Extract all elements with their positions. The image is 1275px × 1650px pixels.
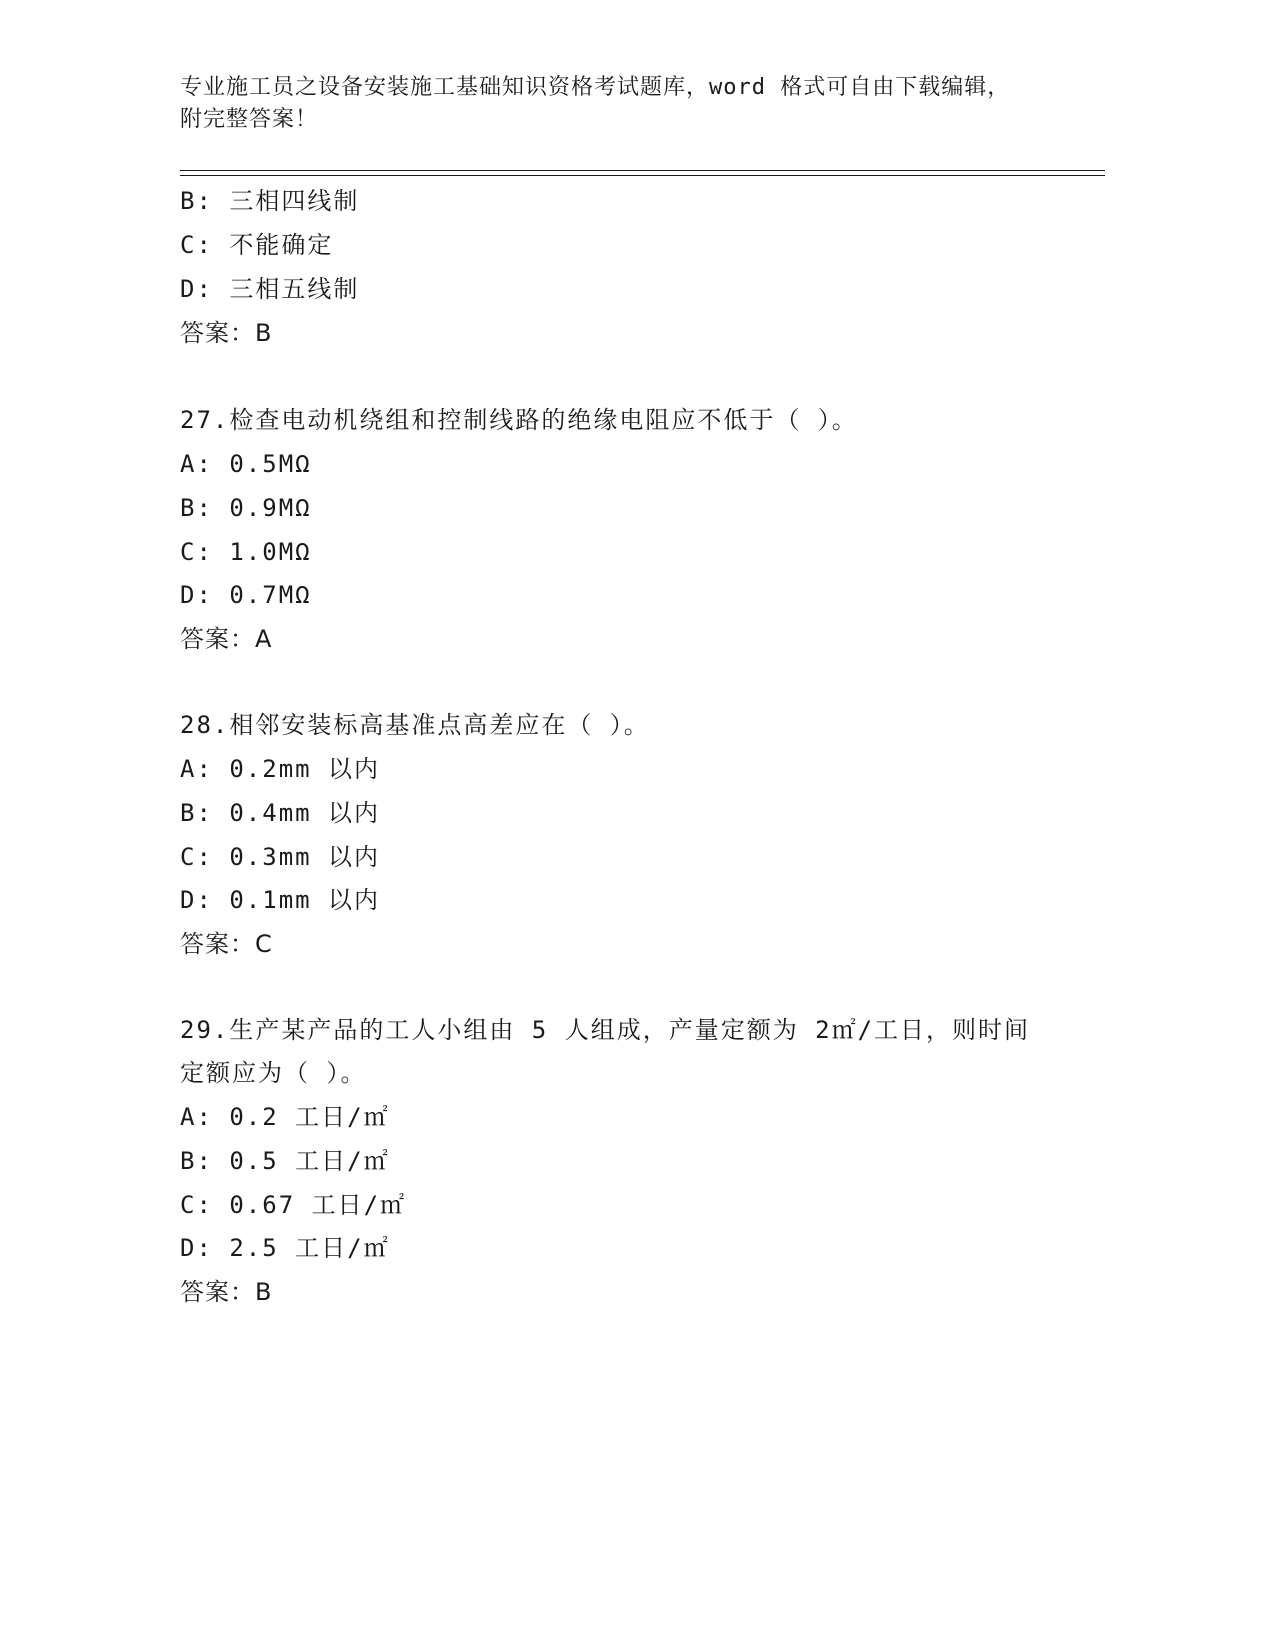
document-header (180, 72, 1080, 136)
answer-line: 答案：A (180, 625, 273, 653)
option-b: B: 三相四线制 (180, 187, 360, 215)
answer-line: 答案：B (180, 1278, 273, 1306)
header-line-1: 专业施工员之设备安装施工基础知识资格考试题库，word 格式可自由下载编辑， (180, 75, 1011, 100)
header-divider-bottom (180, 175, 1105, 176)
answer-line: 答案：C (180, 930, 273, 958)
question-stem: 27.检查电动机绕组和控制线路的绝缘电阻应不低于（ ）。 (180, 406, 858, 434)
header-line-2: 附完整答案！ (180, 107, 319, 132)
option-b: B: 0.5 工日/㎡ (180, 1147, 390, 1175)
option-b: B: 0.9MΩ (180, 494, 312, 522)
option-d: D: 三相五线制 (180, 275, 360, 303)
option-c: C: 不能确定 (180, 231, 334, 259)
option-d: D: 0.7MΩ (180, 581, 312, 609)
question-stem: 29.生产某产品的工人小组由 5 人组成，产量定额为 2㎡/工日，则时间 (180, 1016, 1031, 1044)
option-d: D: 2.5 工日/㎡ (180, 1234, 390, 1262)
option-b: B: 0.4mm 以内 (180, 799, 381, 827)
option-a: A: 0.2 工日/㎡ (180, 1103, 390, 1131)
option-c: C: 0.3mm 以内 (180, 843, 381, 871)
option-d: D: 0.1mm 以内 (180, 886, 381, 914)
option-a: A: 0.2mm 以内 (180, 755, 381, 783)
option-c: C: 0.67 工日/㎡ (180, 1191, 407, 1219)
option-a: A: 0.5MΩ (180, 450, 312, 478)
question-stem: 28.相邻安装标高基准点高差应在（ ）。 (180, 711, 650, 739)
header-divider-top (180, 170, 1105, 171)
option-c: C: 1.0MΩ (180, 538, 312, 566)
question-stem-continued: 定额应为（ ）。 (180, 1059, 367, 1087)
answer-line: 答案：B (180, 319, 273, 347)
